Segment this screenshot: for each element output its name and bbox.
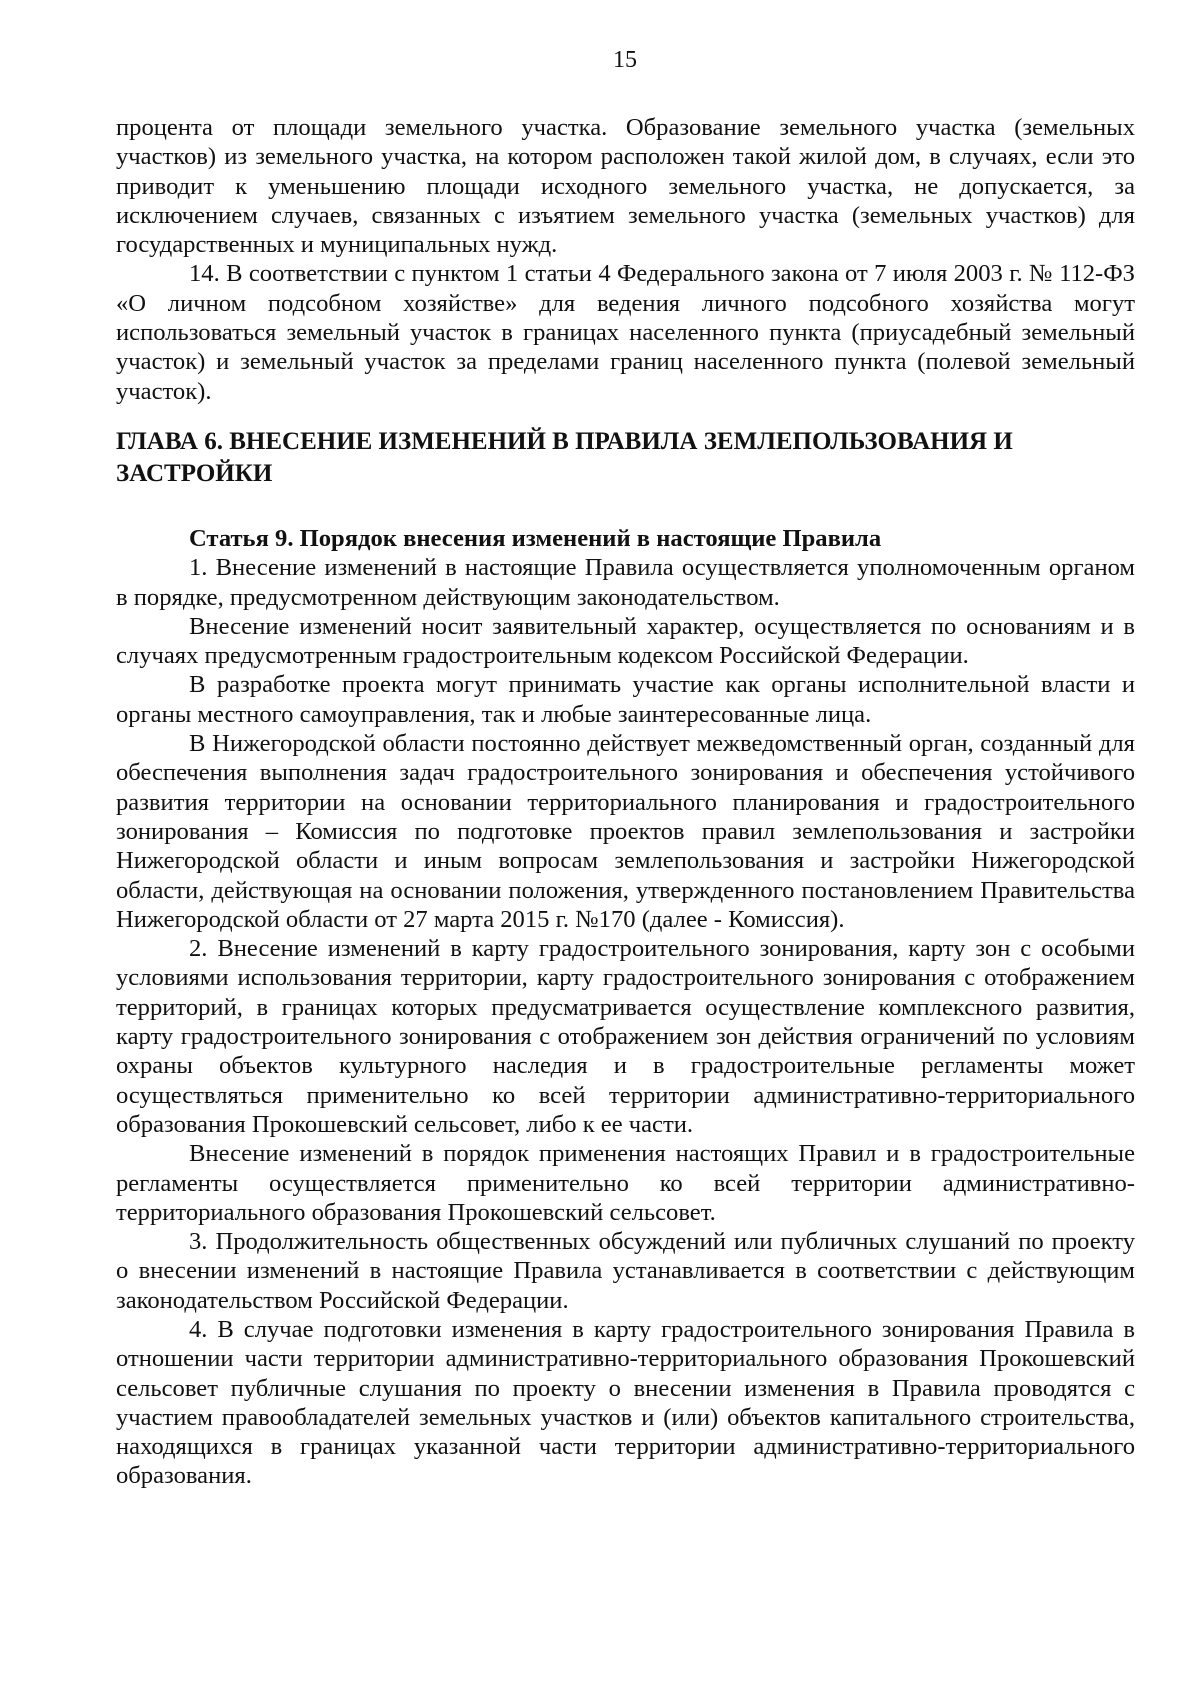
paragraph: 1. Внесение изменений в настоящие Правила осуществляется уполномоченным органом в порядке, предусмотренном действующим законодательством.: [116, 554, 1135, 611]
chapter-title: ГЛАВА 6. ВНЕСЕНИЕ ИЗМЕНЕНИЙ В ПРАВИЛА ЗЕМЛЕПОЛЬЗОВАНИЯ И ЗАСТРОЙКИ: [116, 427, 1013, 487]
paragraph: Внесение изменений в порядок применения настоящих Правил и в градостроительные регламенты осуществляется применительно ко всей территории административно-территориального образования Прокошевский сельсовет.: [116, 1140, 1135, 1226]
paragraph: 4. В случае подготовки изменения в карту градостроительного зонирования Правила в отношении части территории административно-территориального образования Прокошевский сельсовет публичные слушания по проекту о внесении изменения в Правила проводятся с участием правообладателей земельных участков и (или) объектов капитального строительства, находящихся в границах указанной части территории административно-территориального образования.: [116, 1315, 1135, 1490]
page-number: 15: [613, 47, 637, 73]
paragraph: Внесение изменений носит заявительный характер, осуществляется по основаниям и в случаях предусмотренным градостроительным кодексом Российской Федерации.: [116, 612, 1135, 670]
paragraph: В разработке проекта могут принимать участие как органы исполнительной власти и органы местного самоуправления, так и любые заинтересованные лица.: [116, 671, 1135, 728]
document-body: [116, 113, 1135, 1491]
paragraph: В Нижегородской области постоянно действует межведомственный орган, созданный для обеспечения выполнения задач градостроительного зонирования и обеспечения устойчивого развития территории на основании территориального планирования и градостроительного зонирования – Комиссия по подготовке проектов правил землепользования и застройки Нижегородской области и иным вопросам землепользования и застройки Нижегородской области, действующая на основании положения, утвержденного постановлением Правительства Нижегородской области от 27 марта 2015 г. №170 (далее - Комиссия).: [116, 730, 1135, 933]
paragraph: 14. В соответствии с пунктом 1 статьи 4 Федерального закона от 7 июля 2003 г. № 112-ФЗ «О личном подсобном хозяйстве» для ведения личного подсобного хозяйства могут использоваться земельный участок в границах населенного пункта (приусадебный земельный участок) и земельный участок за пределами границ населенного пункта (полевой земельный участок).: [116, 260, 1135, 405]
paragraph: 3. Продолжительность общественных обсуждений или публичных слушаний по проекту о внесении изменений в настоящие Правила устанавливается в соответствии с действующим законодательством Российской Федерации.: [116, 1228, 1135, 1314]
paragraph: 2. Внесение изменений в карту градостроительного зонирования, карту зон с особыми условиями использования территории, карту градостроительного зонирования с отображением территорий, в границах которых предусматривается осуществление комплексного развития, карту градостроительного зонирования с отображением зон действия ограничений по условиям охраны объектов культурного наследия и в градостроительные регламенты может осуществляться применительно ко всей территории административно-территориального образования Прокошевский сельсовет, либо к ее части.: [116, 935, 1135, 1138]
article-title: Статья 9. Порядок внесения изменений в настоящие Правила: [189, 524, 882, 552]
paragraph: процента от площади земельного участка. Образование земельного участка (земельных участков) из земельного участка, на котором расположен такой жилой дом, в случаях, если это приводит к уменьшению площади исходного земельного участка, не допускается, за исключением случаев, связанных с изъятием земельного участка (земельных участков) для государственных и муниципальных нужд.: [116, 114, 1135, 259]
